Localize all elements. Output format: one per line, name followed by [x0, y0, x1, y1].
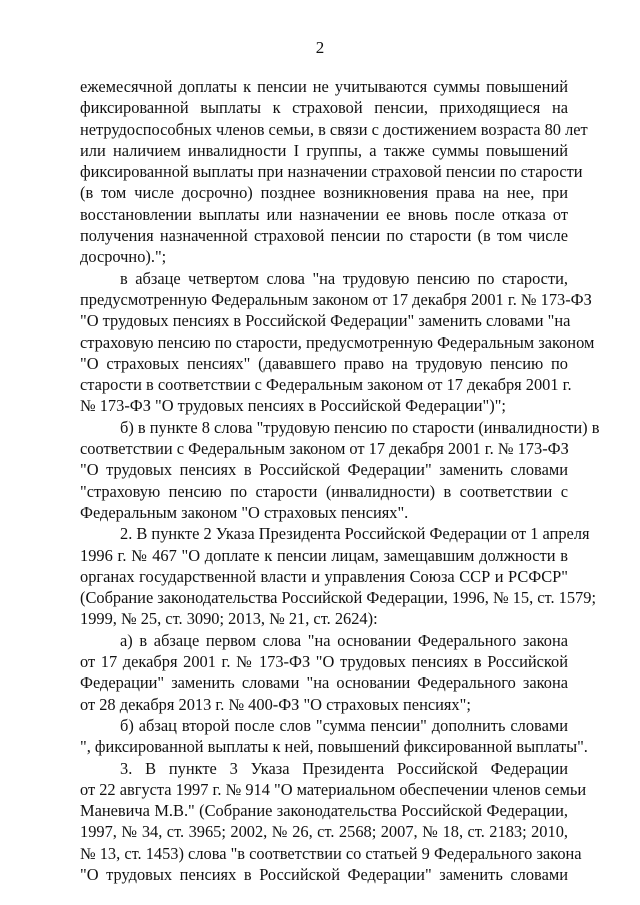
text-line: соответствии с Федеральным законом от 17 декабря 2001 г. № 173-ФЗ: [80, 439, 569, 459]
document-body: [80, 76, 600, 885]
text-line: ежемесячной доплаты к пенсии не учитываются суммы повышений: [80, 77, 568, 96]
text-line: Маневича М.В." (Собрание законодательства Российской Федерации,: [80, 801, 568, 821]
text-line: 1997, № 34, ст. 3965; 2002, № 26, ст. 2568; 2007, № 18, ст. 2183; 2010,: [80, 822, 568, 842]
text-line: старости в соответствии с Федеральным законом от 17 декабря 2001 г.: [80, 375, 572, 395]
paragraph-item-2: [80, 523, 597, 629]
text-line: восстановлении выплаты или назначении ее вновь после отказа от: [80, 204, 568, 224]
text-line: предусмотренную Федеральным законом от 17 декабря 2001 г. № 173-ФЗ: [80, 289, 592, 309]
text-line: "страховую пенсию по старости (инвалидности) в соответствии с: [80, 481, 568, 501]
text-line: № 173-ФЗ "О трудовых пенсиях в Российской Федерации")";: [80, 396, 506, 416]
text-line: ", фиксированной выплаты к ней, повышений фиксированной выплаты".: [80, 737, 588, 757]
text-line: 1996 г. № 467 "О доплате к пенсии лицам, замещавшим должности в: [80, 545, 568, 565]
text-line: фиксированной выплаты к страховой пенсии, приходящиеся на: [80, 98, 568, 118]
text-line: (в том числе досрочно) позднее возникновения права на нее, при: [80, 183, 568, 203]
text-line: от 28 декабря 2013 г. № 400-ФЗ "О страховых пенсиях";: [80, 694, 471, 714]
text-line: от 22 августа 1997 г. № 914 "О материальном обеспечении членов семьи: [80, 779, 587, 799]
paragraph-punkt-8: [80, 417, 600, 523]
text-line: а) в абзаце первом слова "на основании Федерального закона: [120, 630, 568, 650]
text-line: в абзаце четвертом слова "на трудовую пенсию по старости,: [120, 268, 568, 288]
paragraph-continuation: [80, 76, 588, 268]
text-line: "О страховых пенсиях" (дававшего право на трудовую пенсию по: [80, 353, 568, 373]
paragraph-abzac-chetvertyi: [80, 268, 595, 417]
text-line: получения назначенной страховой пенсии по старости (в том числе: [80, 226, 568, 246]
text-line: нетрудоспособных членов семьи, в связи с достижением возраста 80 лет: [80, 119, 588, 139]
paragraph-item-2b: [80, 715, 588, 758]
text-line: 2. В пункте 2 Указа Президента Российской Федерации от 1 апреля: [120, 524, 590, 544]
text-line: 3. В пункте 3 Указа Президента Российской Федерации: [120, 758, 568, 778]
text-line: "О трудовых пенсиях в Российской Федерации" заменить словами: [80, 864, 568, 884]
text-line: б) абзац второй после слов "сумма пенсии" дополнить словами: [120, 715, 568, 735]
text-line: органах государственной власти и управления Союза ССР и РСФСР": [80, 566, 568, 586]
text-line: досрочно).";: [80, 247, 167, 267]
text-line: "О трудовых пенсиях в Российской Федерации" заменить словами: [80, 460, 568, 480]
page-number: 2: [315, 38, 325, 57]
text-line: № 13, ст. 1453) слова "в соответствии со статьей 9 Федерального закона: [80, 843, 582, 863]
text-line: от 17 декабря 2001 г. № 173-ФЗ "О трудовых пенсиях в Российской: [80, 652, 568, 672]
paragraph-item-2a: [80, 630, 568, 715]
text-line: 1999, № 25, ст. 3090; 2013, № 21, ст. 2624):: [80, 609, 378, 629]
text-line: Федеральным законом "О страховых пенсиях".: [80, 502, 409, 522]
text-line: Федерации" заменить словами "на основании Федерального закона: [80, 673, 568, 693]
text-line: б) в пункте 8 слова "трудовую пенсию по старости (инвалидности) в: [120, 417, 600, 437]
paragraph-item-3: [80, 758, 587, 886]
text-line: фиксированной выплаты при назначении страховой пенсии по старости: [80, 162, 583, 182]
text-line: страховую пенсию по старости, предусмотренную Федеральным законом: [80, 332, 595, 352]
text-line: или наличием инвалидности I группы, а также суммы повышений: [80, 140, 568, 160]
text-line: (Собрание законодательства Российской Федерации, 1996, № 15, ст. 1579;: [80, 588, 597, 608]
text-line: "О трудовых пенсиях в Российской Федерации" заменить словами "на: [80, 311, 571, 331]
